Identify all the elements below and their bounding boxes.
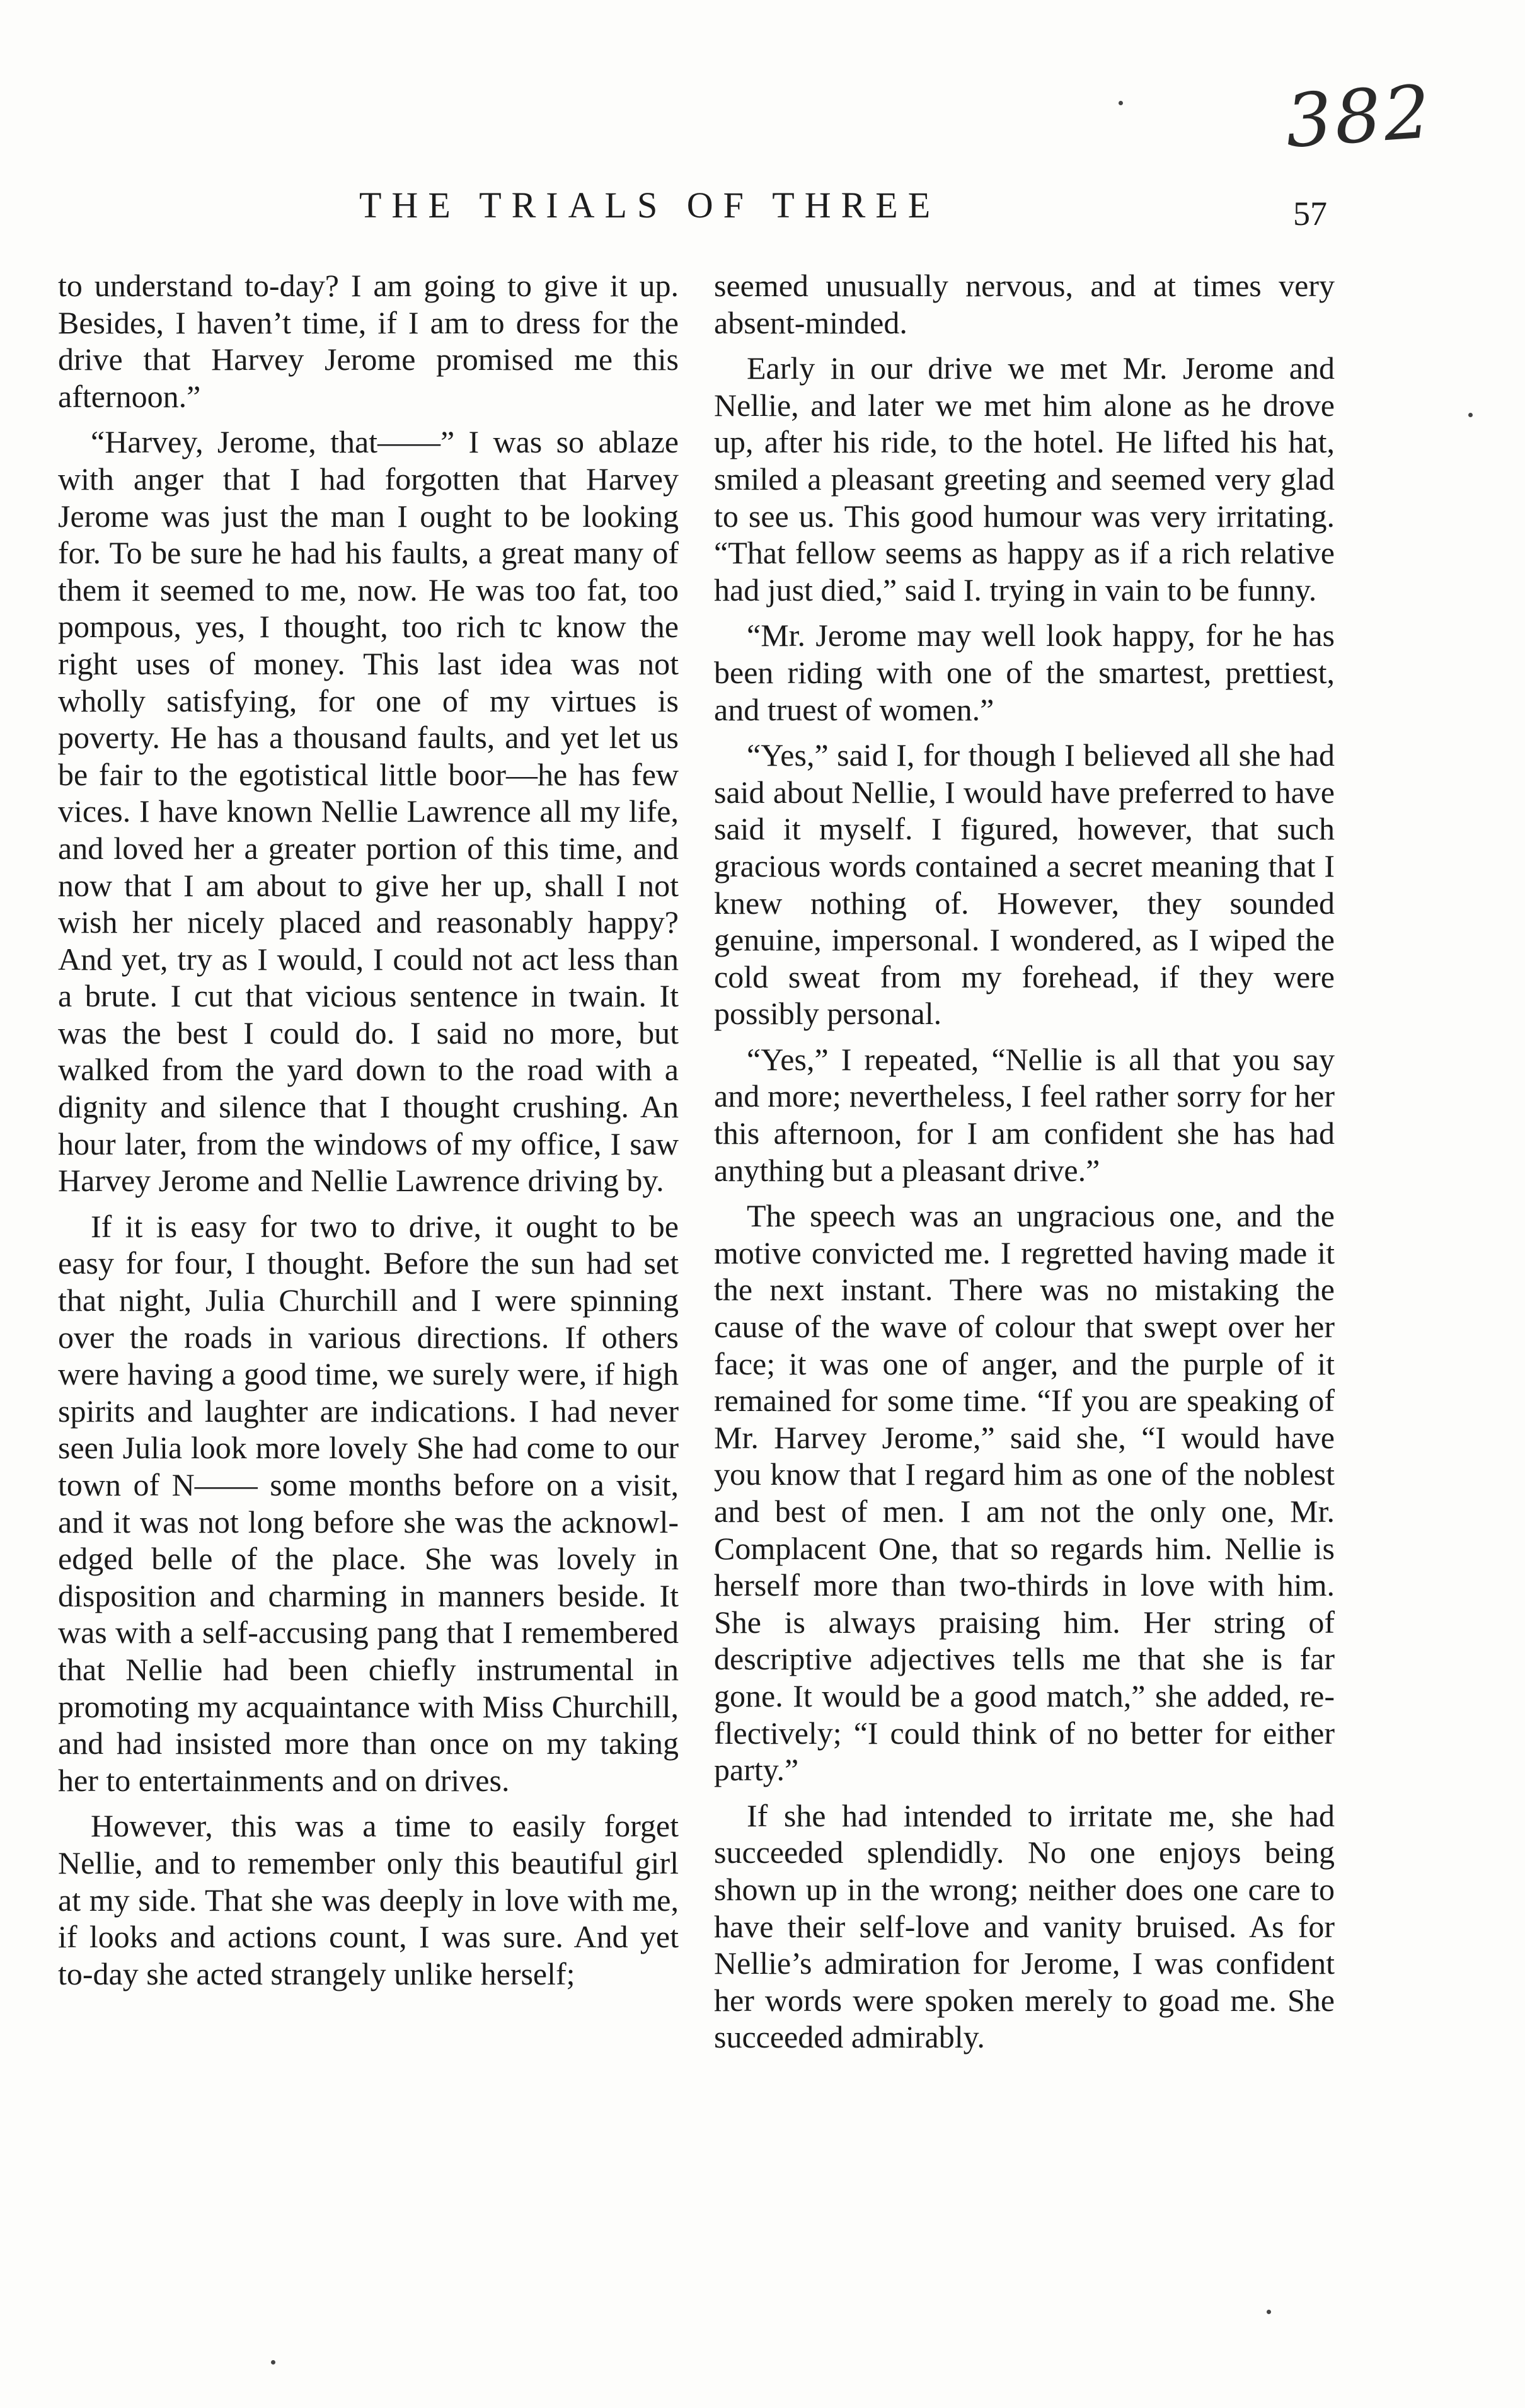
paragraph: If it is easy for two to drive, it ought to be easy for four, I thought. Before the sun had set that night, Julia Churchill and I were spinning over the roads in various directions. If others were having a good time, we surely were, if high spirits and laughter are indications. I had never seen Julia look more lovely She had come to our town of N—— some months before on a visit, and it was not long before she was the acknowledged belle of the place. She was lovely in disposition and charming in manners beside. It was with a self-accusing pang that I remembered that Nellie had been chiefly instrumental in promoting my acquaintance with Miss Churchill, and had insisted more than once on my taking her to entertainments and on drives.: [58, 1208, 679, 1798]
paragraph: The speech was an ungracious one, and the motive convicted me. I regretted having made it the next instant. There was no mistaking the cause of the wave of colour that swept over her face; it was one of anger, and the purple of it remained for some time. “If you are speaking of Mr. Harvey Jerome,” said she, “I would have you know that I regard him as one of the noblest and best of men. I am not the only one, Mr. Complacent One, that so regards him. Nellie is herself more than two-thirds in love with him. She is always praising him. Her string of descriptive adjectives tells me that she is far gone. It would be a good match,” she added, reflectively; “I could think of no better for either party.”: [714, 1198, 1335, 1788]
paragraph: “Yes,” I repeated, “Nellie is all that you say and more; nevertheless, I feel rather sorry for her this afternoon, for I am confident she has had anything but a pleasant drive.”: [714, 1041, 1335, 1188]
paragraph: If she had intended to irritate me, she had succeeded splendidly. No one enjoys being shown up in the wrong; neither does one care to have their self-love and vanity bruised. As for Nellie’s admiration for Jerome, I was confident her words were spoken merely to goad me. She succeeded admirably.: [714, 1797, 1335, 2055]
left-column: [58, 267, 679, 1992]
ink-speck: [1119, 101, 1123, 105]
ink-speck: [271, 2360, 275, 2365]
paragraph: to understand to-day? I am going to give it up. Besides, I haven’t time, if I am to dress for the drive that Harvey Jerome promised me this afternoon.”: [58, 268, 679, 414]
handwritten-page-number: 382: [1282, 69, 1436, 164]
page-number: 57: [1293, 195, 1327, 233]
right-column: [714, 267, 1335, 2056]
paragraph: seemed unusually nervous, and at times very absent-minded.: [714, 268, 1335, 340]
ink-speck: [1468, 413, 1473, 417]
paragraph: “Harvey, Jerome, that——” I was so ablaze with anger that I had forgotten that Harvey Jerome was just the man I ought to be looking for. To be sure he had his faults, a great many of them it seemed to me, now. He was too fat, too pompous, yes, I thought, too rich tc know the right uses of money. This last idea was not wholly satisfying, for one of my virtues is poverty. He has a thousand faults, and yet let us be fair to the egotistical little boor—he has few vices. I have known Nellie Lawrence all my life, and loved her a greater portion of this time, and now that I am about to give her up, shall I not wish her nicely placed and reasonably happy? And yet, try as I would, I could not act less than a brute. I cut that vicious sentence in twain. It was the best I could do. I said no more, but walked from the yard down to the road with a dignity and silence that I thought crushing. An hour later, from the windows of my office, I saw Harvey Jerome and Nellie Lawrence driving by.: [58, 424, 679, 1199]
running-head: THE TRIALS OF THREE: [359, 185, 941, 226]
ink-speck: [1267, 2310, 1271, 2314]
paragraph: “Mr. Jerome may well look happy, for he has been riding with one of the smartest, prettiest, and truest of women.”: [714, 618, 1335, 727]
paragraph: “Yes,” said I, for though I believed all she had said about Nellie, I would have preferred to have said it myself. I figured, however, that such gracious words contained a secret meaning that I knew nothing of. However, they sounded genuine, impersonal. I wondered, as I wiped the cold sweat from my forehead, if they were possibly personal.: [714, 737, 1335, 1032]
paragraph: Early in our drive we met Mr. Jerome and Nellie, and later we met him alone as he drove up, after his ride, to the hotel. He lifted his hat, smiled a pleasant greeting and seemed very glad to see us. This good humour was very irritating. “That fellow seems as happy as if a rich relative had just died,” said I. trying in vain to be funny.: [714, 350, 1335, 608]
paragraph: However, this was a time to easily forget Nellie, and to remember only this beautiful girl at my side. That she was deeply in love with me, if looks and actions count, I was sure. And yet to-day she acted strangely unlike herself;: [58, 1808, 679, 1991]
